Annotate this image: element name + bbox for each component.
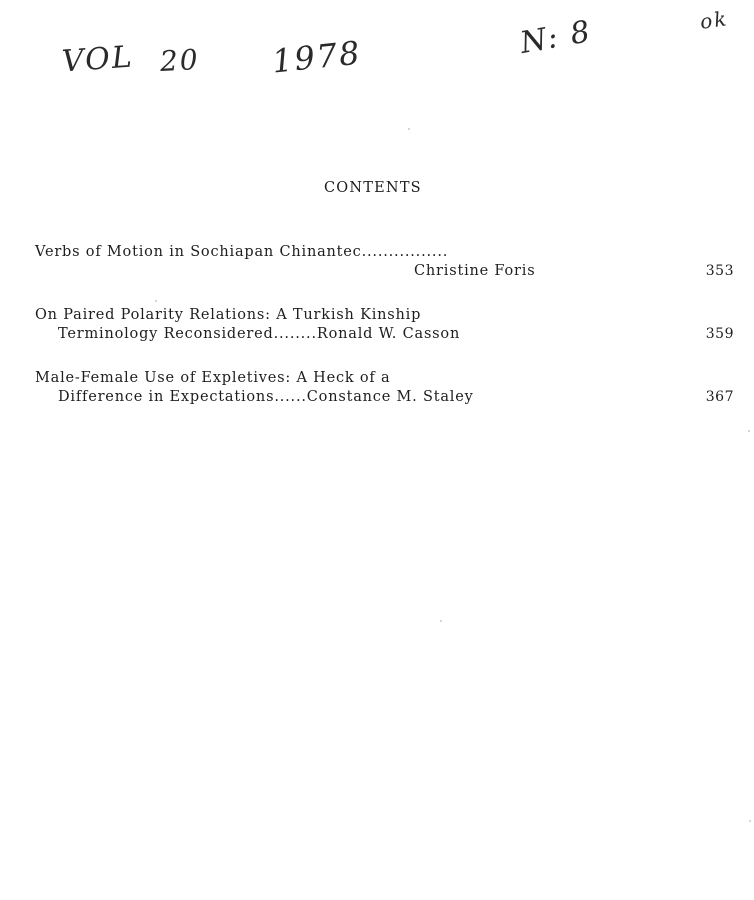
- scan-speck: [749, 820, 751, 822]
- entry-title-line1: On Paired Polarity Relations: A Turkish Kinship: [35, 307, 422, 323]
- contents-heading: CONTENTS: [324, 180, 422, 196]
- scan-speck: [408, 128, 410, 130]
- toc-entry: [0, 370, 754, 410]
- handwritten-volume-number: 20: [159, 42, 201, 79]
- scan-speck: [748, 430, 750, 432]
- handwritten-issue: N: 8: [517, 14, 595, 61]
- entry-author: Christine Foris: [414, 263, 536, 279]
- entry-title-line2: Terminology Reconsidered........Ronald W. Casson: [58, 326, 461, 342]
- scan-speck: [155, 300, 157, 302]
- entry-page-number: 367: [705, 389, 734, 405]
- entry-title-line2: Difference in Expectations......Constance M. Staley: [58, 389, 474, 405]
- entry-page-number: 359: [705, 326, 734, 342]
- toc-entry: [0, 307, 754, 347]
- entry-title-line1: Male-Female Use of Expletives: A Heck of a: [35, 370, 391, 386]
- entry-page-number: 353: [705, 263, 734, 279]
- handwritten-check: ok: [698, 6, 730, 34]
- handwritten-year: 1978: [270, 33, 364, 81]
- entry-title-line1: Verbs of Motion in Sochiapan Chinantec................: [35, 244, 449, 260]
- toc-entry: [0, 244, 754, 284]
- scan-speck: [440, 620, 442, 622]
- handwritten-volume: VOL: [60, 39, 135, 80]
